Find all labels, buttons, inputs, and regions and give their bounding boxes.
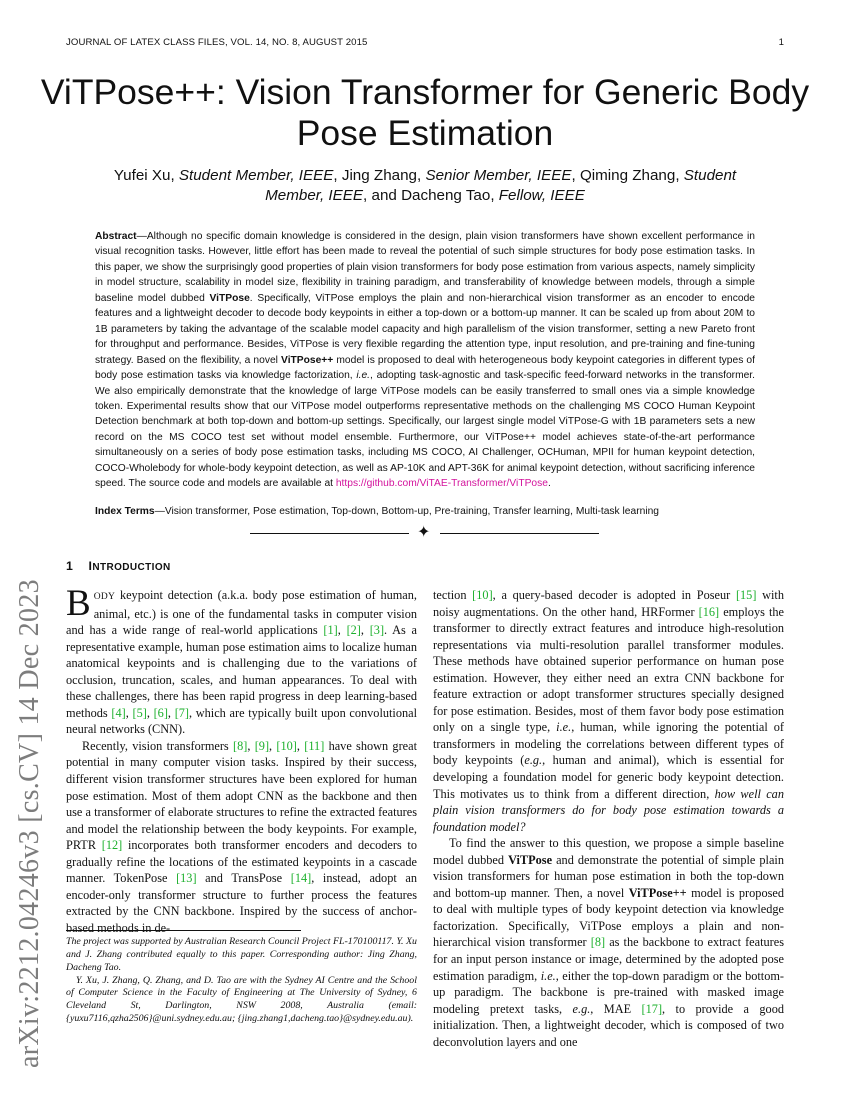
author-role: Senior Member, IEEE [425,167,572,184]
text: tection [433,588,473,602]
text: . As a representative example, human pose estimation aims to localize human anatomical keypoints and is challenging due to the variations of occlusion, truncation, scales, and human appearances. To deal with these challenges, there has been rapid progress in deep learning-based methods [66,623,417,720]
text: as the backbone to extract features for an input person instance or image, determined by the adopted pose estimation paradigm, [433,935,784,983]
footnote: The project was supported by Australian Research Council Project FL-170100117. Y. Xu and J. Zhang contributed equally to this paper. Corresponding author: Jing Zhang, Dacheng Tao. [66,936,417,973]
text: keypoint detection (a.k.a. body pose estimation of human, animal, etc.) is one of the fundamental tasks in computer vision and has a wide range of real-world applications [66,588,417,638]
text: have shown great potential in many computer vision tasks. Inspired by their success, different vision transformer structures have been explored for human pose estimation. Most of them adopt CNN as the backbone and then use a transformer of elaborate structures to refine the extracted features and model the relationship between the body keypoints. For example, PRTR [66,738,418,853]
paragraph [433,587,784,835]
paper-title: ViTPose++: Vision Transformer for Generic Body Pose Estimation [40,72,810,153]
paragraph: BODY keypoint detection (a.k.a. body pose estimation of human, animal, etc.) is one of the fundamental tasks in computer vision and has a wide range of real-world applications [1], [2], [3]. As a representative example, human pose estimation aims to localize human anatomical keypoints and is challenging due to the variations of occlusion, truncation, scales, and human appearances. To deal with these challenges, there has been rapid progress in deep learning-based methods [4], [5], [6], [7], which are typically built upon convolutional neural networks (CNN). [66,583,418,737]
section-title-initial: I [88,559,93,573]
citation-link[interactable]: [8] [590,935,606,950]
citation-link[interactable]: [9] [254,738,270,753]
abstract-model-name: ViTPose++ [281,354,334,366]
footnote-rule [66,930,301,931]
section-title-rest: NTRODUCTION [92,562,171,573]
text: , either the top-down paradigm or the bottom-up paradigm. The backbone is pre-trained with masked image modeling pretext tasks, [433,968,785,1016]
citation-link[interactable]: [12] [101,838,123,853]
abstract-text: , adopting task-agnostic and task-specific feed-forward networks in the transformer. We also empirically demonstrate that the knowledge of large ViTPose models can be easily transferred to small ones via a simple knowledge token. Experimental results show that our ViTPose model outperforms representative methods on the challenging MS COCO Human Keypoint Detection benchmark at both top-down and bottom-up settings. Specifically, our largest single model ViTPose-G with 1B parameters sets a new record on the MS COCO test set without model ensemble. Furthermore, our ViTPose++ model achieves state-of-the-art performance simultaneously on a series of body pose estimation tasks, including MS COCO, AI Challenger, OCHuman, MPII for human keypoint detection, COCO-Wholebody for whole-body keypoint detection, as well as AP-10K and APT-36K for animal keypoint detection, without sacrificing inference speed. The source code and models are available at [95,370,756,490]
section-number: 1 [66,559,74,573]
text: i.e. [540,968,556,983]
citation-link[interactable]: [14] [290,871,312,886]
footnote: Y. Xu, J. Zhang, Q. Zhang, and D. Tao are with the Sydney AI Centre and the School of Computer Science in the Faculty of Engineering at The University of Sydney, 6 Cleveland St, Darlington, NSW 2008, Australia (email: {yuxu7116,qzha2506}@uni.sydney.edu.au; {jing.zhang1,dacheng.tao}@sydney.edu.au). [66,974,417,1025]
citation-link[interactable]: [10] [472,588,493,602]
citation-link[interactable]: [3] [369,623,385,638]
page-number: 1 [778,37,784,48]
author-role: Student Member, IEEE [265,167,737,204]
right-column [433,587,784,1050]
left-column [66,583,418,936]
citation-link[interactable]: [10] [276,738,297,753]
citation-link[interactable]: [2] [346,623,361,638]
citation-link[interactable]: [7] [174,705,190,720]
running-head: JOURNAL OF LATEX CLASS FILES, VOL. 14, NO. 8, AUGUST 2015 [66,37,368,48]
citation-link[interactable]: [4] [111,705,126,720]
citation-link[interactable]: [8] [233,738,248,753]
research-question: how well can plain vision transformers do for body pose estimation towards a foundation model? [433,786,784,834]
section-heading [66,559,171,573]
abstract [95,229,755,492]
model-name: ViTPose++ [628,885,687,900]
text: , a query-based decoder is adopted in Poseur [492,588,736,602]
divider-diamond-icon: ✦ [417,524,431,541]
citation-link[interactable]: [6] [153,705,168,720]
text: with noisy augmentations. On the other hand, HRFormer [433,588,784,619]
abstract-text: model is proposed to deal with heterogeneous body keypoint categories in different types of body pose estimation tasks via knowledge factorization, [95,354,755,382]
text: , human, while ignoring the potential of transformers in modeling the correlations between different types of body keypoints ( [433,720,784,768]
text: To find the answer to this question, we propose a simple baseline model dubbed [433,836,784,867]
code-url-link[interactable]: https://github.com/ViTAE-Transformer/ViTPose [335,478,548,490]
abstract-abbrev: i.e. [356,370,371,382]
text: Recently, vision transformers [81,738,233,753]
author-list: Yufei Xu, Student Member, IEEE, Jing Zhang, Senior Member, IEEE, Qiming Zhang, Student Member, IEEE, and Dacheng Tao, Fellow, IEEE [113,167,737,204]
text: ODY [93,592,116,602]
author-role: Student Member, IEEE [178,167,334,184]
citation-link[interactable]: [11] [304,738,325,753]
model-name: ViTPose [508,852,553,867]
text: , to provide a good initialization. Then, a lightweight decoder, which is composed of two deconvolution layers and one [433,1001,784,1049]
author-name: Dacheng Tao [401,187,491,204]
text: i.e. [556,720,572,735]
arxiv-stamp: arXiv:2212.04246v3 [cs.CV] 14 Dec 2023 [14,579,45,1068]
divider-rule-left [250,533,409,534]
author-name: Yufei Xu [113,167,171,184]
divider-rule-right [440,533,599,534]
text: e.g. [572,1001,591,1016]
text: , instead, adopt an encoder-only transformer structure to further process the features extracted by the CNN backbone. Inspired by the success of anchor-based methods in de- [66,871,417,935]
text: employs the transformer to directly extract features and introduce high-resolution representations via multi-resolution parallel transformer modules. These methods have obtained superior performance on human pose estimation. However, they either need an extra CNN backbone for feature extraction or adopt transformer structures specially designed for pose estimation. Besides, most of them favor body pose estimation only on a single type, [433,604,784,735]
text: and demonstrate the potential of simple plain vision transformers for human pose estimation in both the top-down and bottom-up manner. Then, a novel [433,852,785,900]
citation-link[interactable]: [13] [176,871,197,886]
author-name: Qiming Zhang [579,167,676,184]
text: e.g. [524,753,543,768]
text: and TransPose [196,871,291,886]
abstract-text: . [547,478,551,490]
index-terms-label: Index Terms [95,506,155,517]
author-name: Jing Zhang [341,167,417,184]
paragraph: Recently, vision transformers [8], [9], [10], [11] have shown great potential in many computer vision tasks. Inspired by their success, different vision transformer structures have been explored for human pose estimation. Most of them adopt CNN as the backbone and then use a transformer of elaborate structures to refine the extracted features and model the relationship between the body keypoints. For example, PRTR [12] incorporates both transformer encoders and decoders to gradually refine the locations of the estimated keypoints in a cascade manner. TokenPose [13] and TransPose [14], instead, adopt an encoder-only transformer structure to further process the features extracted by the CNN backbone. Inspired by the success of anchor-based methods in de- [66,738,418,935]
citation-link[interactable]: [5] [132,705,147,720]
abstract-label: Abstract [95,231,137,242]
citation-link[interactable]: [1] [323,623,338,638]
text: , human and animal), which is essential for developing a foundation model for generic body keypoint detection. This motivates us to think from a different direction, [433,753,785,801]
index-terms [95,504,755,519]
text: , which are typically built upon convolutional neural networks (CNN). [66,705,418,737]
citation-link[interactable]: [15] [735,588,757,602]
text: incorporates both transformer encoders and decoders to gradually refine the locations of the estimated keypoints in a cascade manner. TokenPose [66,838,417,886]
citation-link[interactable]: [17] [641,1001,663,1016]
abstract-text: —Although no specific domain knowledge is considered in the design, plain vision transformers have shown excellent performance in visual recognition tasks. However, little effort has been made to reveal the potential of such simple structures for body pose estimation tasks. In this paper, we show the surprisingly good properties of plain vision transformers for body pose estimation from various aspects, namely simplicity in model structure, scalability in model size, flexibility in training paradigm, and transferability of knowledge between models, through a simple baseline model dubbed [95,231,755,304]
dropcap: B [66,583,91,624]
citation-link[interactable]: [16] [698,604,720,619]
abstract-model-name: ViTPose [209,292,250,304]
author-role: Fellow, IEEE [498,187,585,204]
index-terms-text: —Vision transformer, Pose estimation, Top-down, Bottom-up, Pre-training, Transfer learning, Multi-task learning [154,506,660,517]
abstract-text: . Specifically, ViTPose employs the plain and non-hierarchical vision transformer as an encoder to encode features and a lightweight decoder to decode body keypoints in either a top-down or a bottom-up manner. It can be scaled up from about 20M to 1B parameters by taking the advantage of the scalable model capacity and high parallelism of the vision transformer, setting a new Pareto front for throughput and performance. Besides, ViTPose is very flexible regarding the attention type, input resolution, and pre-training and fine-tuning strategy. Based on the flexibility, a novel [95,292,755,366]
text: , MAE [590,1001,642,1016]
paragraph [433,835,784,1050]
text: model is proposed to deal with multiple types of body keypoint detection via knowledge factorization. Specifically, ViTPose employs a plain and non-hierarchical vision transformer [433,885,784,950]
author-and: and [371,187,397,204]
footnotes [66,936,417,1026]
